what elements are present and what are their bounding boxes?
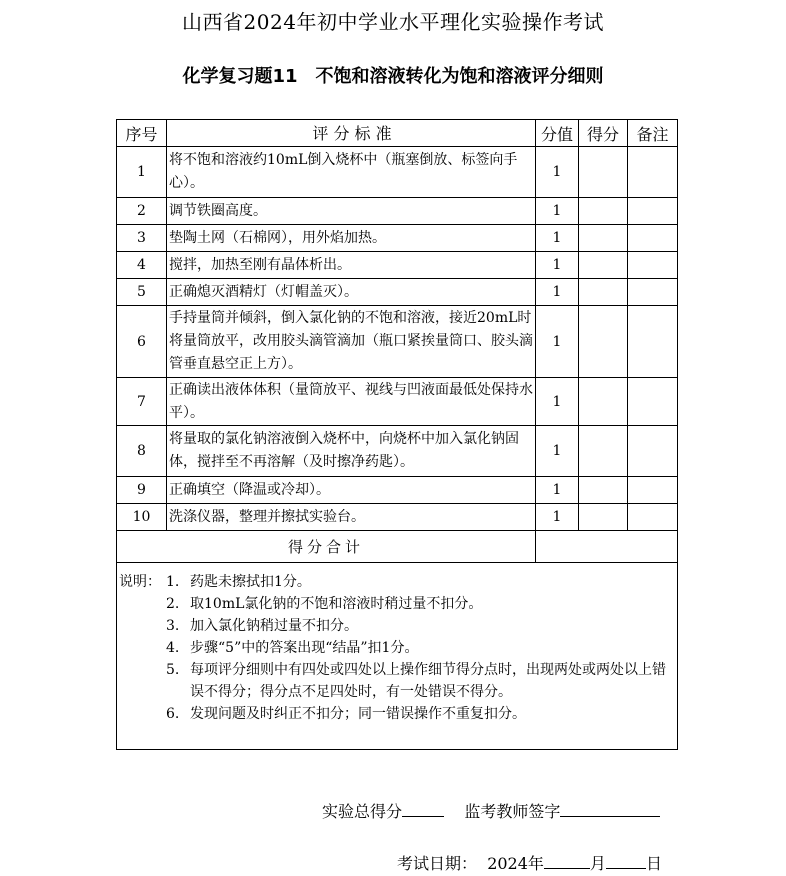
row-criterion: 搅拌，加热至刚有晶体析出。 (167, 252, 536, 279)
page-title: 山西省2024年初中学业水平理化实验操作考试 (182, 10, 604, 34)
note-number: 4. (166, 640, 180, 656)
row-number: 5 (117, 279, 167, 306)
note-cell[interactable] (628, 378, 678, 426)
table-row (117, 225, 678, 252)
table-row (117, 252, 678, 279)
date-month: 月 (589, 854, 606, 873)
note-text: 取10mL氯化钠的不饱和溶液时稍过量不扣分。 (190, 596, 483, 612)
date-day: 日 (645, 854, 662, 873)
row-criterion: 调节铁圈高度。 (167, 198, 536, 225)
row-criterion: 洗涤仪器，整理并擦拭实验台。 (167, 504, 536, 531)
note-item (119, 637, 677, 659)
note-cell[interactable] (628, 225, 678, 252)
note-cell[interactable] (628, 504, 678, 531)
row-number: 2 (117, 198, 167, 225)
row-value: 1 (536, 279, 579, 306)
note-cell[interactable] (628, 279, 678, 306)
score-cell[interactable] (579, 198, 628, 225)
note-cell[interactable] (628, 147, 678, 198)
header-value: 分值 (536, 120, 579, 147)
note-number: 5. (166, 662, 180, 678)
note-number: 6. (166, 706, 180, 722)
total-score-blank[interactable] (402, 800, 444, 817)
table-row (117, 198, 678, 225)
row-value: 1 (536, 504, 579, 531)
row-criterion: 垫陶土网（石棉网），用外焰加热。 (167, 225, 536, 252)
notes-cell (117, 563, 678, 750)
row-value: 1 (536, 477, 579, 504)
table-row (117, 306, 678, 378)
total-score-label: 实验总得分 (322, 802, 403, 821)
table-row (117, 147, 678, 198)
row-criterion: 手持量筒并倾斜，倒入氯化钠的不饱和溶液，接近20mL时将量筒放平，改用胶头滴管滴加（瓶口紧挨量筒口、胶头滴管垂直悬空正上方）。 (167, 306, 536, 378)
row-value: 1 (536, 225, 579, 252)
score-cell[interactable] (579, 426, 628, 477)
total-row (117, 531, 678, 563)
table-row (117, 504, 678, 531)
row-number: 7 (117, 378, 167, 426)
note-text: 加入氯化钠稍过量不扣分。 (190, 618, 358, 634)
row-criterion: 将不饱和溶液约10mL倒入烧杯中（瓶塞倒放、标签向手心）。 (167, 147, 536, 198)
note-text: 步骤“5”中的答案出现“结晶”扣1分。 (190, 640, 419, 656)
row-number: 1 (117, 147, 167, 198)
row-value: 1 (536, 198, 579, 225)
header-score: 得分 (579, 120, 628, 147)
teacher-signature-blank[interactable] (560, 800, 660, 817)
note-text: 发现问题及时纠正不扣分；同一错误操作不重复扣分。 (190, 706, 526, 722)
table-row (117, 477, 678, 504)
row-value: 1 (536, 378, 579, 426)
score-cell[interactable] (579, 306, 628, 378)
row-number: 4 (117, 252, 167, 279)
teacher-signature-label: 监考教师签字 (464, 802, 561, 821)
score-cell[interactable] (579, 279, 628, 306)
note-number: 1. (166, 574, 180, 590)
total-score-cell[interactable] (536, 531, 678, 563)
note-item (119, 615, 677, 637)
note-item (119, 659, 677, 703)
row-number: 6 (117, 306, 167, 378)
note-cell[interactable] (628, 426, 678, 477)
row-criterion: 正确熄灭酒精灯（灯帽盖灭）。 (167, 279, 536, 306)
day-blank[interactable] (606, 852, 646, 869)
header-note: 备注 (628, 120, 678, 147)
row-criterion: 将量取的氯化钠溶液倒入烧杯中，向烧杯中加入氯化钠固体，搅拌至不再溶解（及时擦净药匙）。 (167, 426, 536, 477)
note-number: 2. (166, 596, 180, 612)
header-standard: 评 分 标 准 (167, 120, 536, 147)
header-no: 序号 (117, 120, 167, 147)
row-number: 10 (117, 504, 167, 531)
row-value: 1 (536, 252, 579, 279)
score-cell[interactable] (579, 225, 628, 252)
note-number: 3. (166, 618, 180, 634)
note-cell[interactable] (628, 477, 678, 504)
score-cell[interactable] (579, 252, 628, 279)
row-number: 9 (117, 477, 167, 504)
row-criterion: 正确读出液体体积（量筒放平、视线与凹液面最低处保持水平）。 (167, 378, 536, 426)
table-row (117, 426, 678, 477)
notes-row (117, 563, 678, 750)
date-label: 考试日期： (397, 854, 478, 873)
note-cell[interactable] (628, 198, 678, 225)
notes-lead: 说明： (119, 574, 161, 590)
signature-line (322, 799, 660, 822)
scoring-table (116, 119, 678, 750)
score-cell[interactable] (579, 477, 628, 504)
table-row (117, 279, 678, 306)
score-cell[interactable] (579, 147, 628, 198)
note-cell[interactable] (628, 306, 678, 378)
month-blank[interactable] (544, 852, 590, 869)
exam-date-line (397, 851, 662, 874)
table-row (117, 378, 678, 426)
page-subtitle: 化学复习题11 不饱和溶液转化为饱和溶液评分细则 (182, 66, 604, 87)
note-cell[interactable] (628, 252, 678, 279)
total-label: 得分合计 (117, 531, 536, 563)
score-cell[interactable] (579, 378, 628, 426)
date-year: 2024年 (487, 854, 544, 873)
row-value: 1 (536, 147, 579, 198)
row-number: 8 (117, 426, 167, 477)
note-text: 每项评分细则中有四处或四处以上操作细节得分点时，出现两处或两处以上错误不得分；得分点不足四处时，有一处错误不得分。 (190, 662, 666, 700)
row-value: 1 (536, 426, 579, 477)
note-item (119, 571, 677, 593)
note-text: 药匙未擦拭扣1分。 (190, 574, 311, 590)
score-cell[interactable] (579, 504, 628, 531)
note-item (119, 593, 677, 615)
row-value: 1 (536, 306, 579, 378)
row-number: 3 (117, 225, 167, 252)
table-header-row (117, 120, 678, 147)
note-item (119, 703, 677, 725)
row-criterion: 正确填空（降温或冷却）。 (167, 477, 536, 504)
